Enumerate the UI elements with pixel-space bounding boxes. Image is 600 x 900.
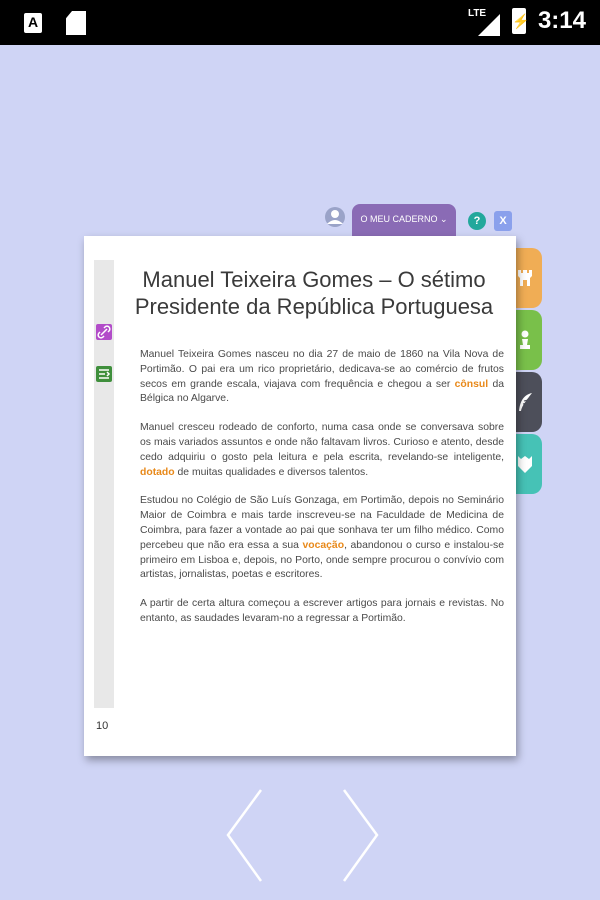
glossary-word-dotado[interactable]: dotado	[140, 466, 175, 478]
glossary-word-consul[interactable]: cônsul	[454, 378, 489, 390]
chevron-right-icon[interactable]	[340, 788, 380, 883]
quill-icon	[517, 392, 533, 412]
network-type: LTE	[467, 8, 487, 19]
page-title: Manuel Teixeira Gomes – O sétimo Presidente da República Portuguesa	[134, 267, 494, 319]
castle-icon	[517, 268, 533, 288]
paragraph-1: Manuel Teixeira Gomes nasceu no dia 27 de maio de 1860 na Vila Nova de Portimão. O pai era um rico proprietário, dedicava-se ao comércio de frutos secos em grande escala, viajava com frequência e chegou a ser cônsul da Bélgica no Algarve.	[140, 349, 505, 405]
link-icon[interactable]	[96, 324, 112, 340]
my-notebook-label: O MEU CADERNO	[360, 214, 438, 224]
shield-icon	[517, 454, 533, 474]
paragraph-4: A partir de certa altura começou a escrever artigos para jornais e revistas. No entanto, as saudades levaram-no a regressar a Portimão.	[140, 598, 504, 624]
status-bar	[0, 0, 600, 45]
book-toolbar	[320, 204, 520, 234]
pawn-icon	[517, 330, 533, 350]
accessibility-icon: A	[24, 13, 42, 33]
exercise-icon[interactable]	[96, 366, 112, 382]
clock: 3:14	[537, 7, 586, 34]
page-number: 10	[96, 720, 109, 732]
sd-card-icon	[66, 11, 86, 35]
chevron-left-icon[interactable]	[225, 788, 265, 883]
paragraph-2: Manuel cresceu rodeado de conforto, numa casa onde se conversava sobre os mais variados assuntos e onde não faltavam livros. Curioso e atento, desde cedo adquiriu o gosto pela leitura e pela escrita, revelando-se inteligente, dotado de muitas qualidades e diversos talentos.	[140, 422, 504, 478]
close-icon[interactable]: X	[494, 211, 512, 231]
signal-icon	[468, 6, 500, 36]
user-icon[interactable]	[324, 206, 346, 228]
glossary-word-vocacao[interactable]: vocação	[302, 539, 345, 551]
battery-charging-icon: ⚡	[512, 8, 526, 34]
my-notebook-tab[interactable]	[352, 204, 456, 236]
paragraph-3: Estudou no Colégio de São Luís Gonzaga, em Portimão, depois no Seminário Maior de Coimbra e mais tarde inscreveu-se na Faculdade de Medicina de Coimbra, para fazer a vontade ao pai que sonhava ter um filho médico. Como percebeu que não era essa a sua vocação, abandonou o curso e instalou-se primeiro em Lisboa e, depois, no Porto, onde sempre procurou o convívio com artistas, jornalistas, poetas e escritores.	[140, 495, 504, 581]
book-page	[84, 236, 516, 756]
chevron-down-icon: ⌄	[439, 214, 448, 224]
page-body	[140, 348, 504, 641]
help-icon[interactable]: ?	[468, 212, 486, 230]
